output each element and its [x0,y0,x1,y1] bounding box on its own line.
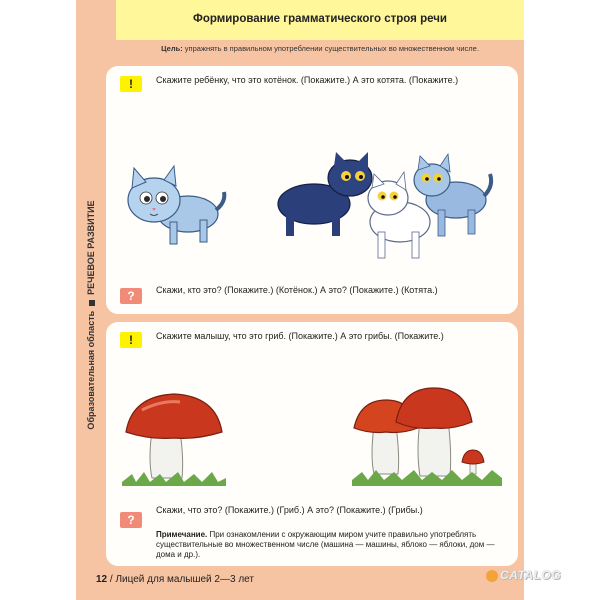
catalog-logo-icon [486,570,498,582]
side-label-separator [89,300,95,306]
mushrooms-group-illustration [352,386,502,490]
note-text: При ознакомлении с окружающим миром учите правильно употреблять существительные во множественном числе (машина — машины, яблоко — яблоки, дом — дома и др.). [156,530,495,559]
side-label-area: Образовательная область [86,310,96,430]
catalog-watermark [486,566,576,586]
goal-description: упражнять в правильном употреблении существительных во множественном числе. [184,44,479,53]
kitten-question: Скажи, кто это? (Покажите.) (Котёнок.) А это? (Покажите.) (Котята.) [156,285,438,295]
question-badge: ? [120,512,142,528]
page-footer [96,574,254,585]
book-title: / Лицей для малышей 2—3 лет [109,574,254,585]
note [156,530,510,560]
goal-label: Цель: [161,44,183,53]
question-badge: ? [120,288,142,304]
mushroom-single-illustration [122,390,226,490]
page-number: 12 [96,574,108,585]
mushroom-instruction: Скажите малышу, что это гриб. (Покажите.) А это грибы. (Покажите.) [156,331,444,341]
side-label-section: РЕЧЕВОЕ РАЗВИТИЕ [86,200,96,295]
kitten-single-illustration [120,162,230,254]
mushroom-question: Скажи, что это? (Покажите.) (Гриб.) А это? (Покажите.) (Грибы.) [156,505,423,515]
kittens-group-illustration [272,152,494,270]
side-label [86,140,96,490]
side-strip [76,60,102,580]
note-label: Примечание. [156,530,208,539]
page-title: Формирование грамматического строя речи [193,13,447,25]
kitten-instruction: Скажите ребёнку, что это котёнок. (Покажите.) А это котята. (Покажите.) [156,75,459,85]
kitten-card [106,66,518,314]
exclamation-badge: ! [120,76,142,92]
goal-text [116,44,524,53]
catalog-watermark-text: CATALOG [500,568,562,582]
exclamation-badge: ! [120,332,142,348]
book-page [76,0,524,600]
mushroom-card [106,322,518,566]
